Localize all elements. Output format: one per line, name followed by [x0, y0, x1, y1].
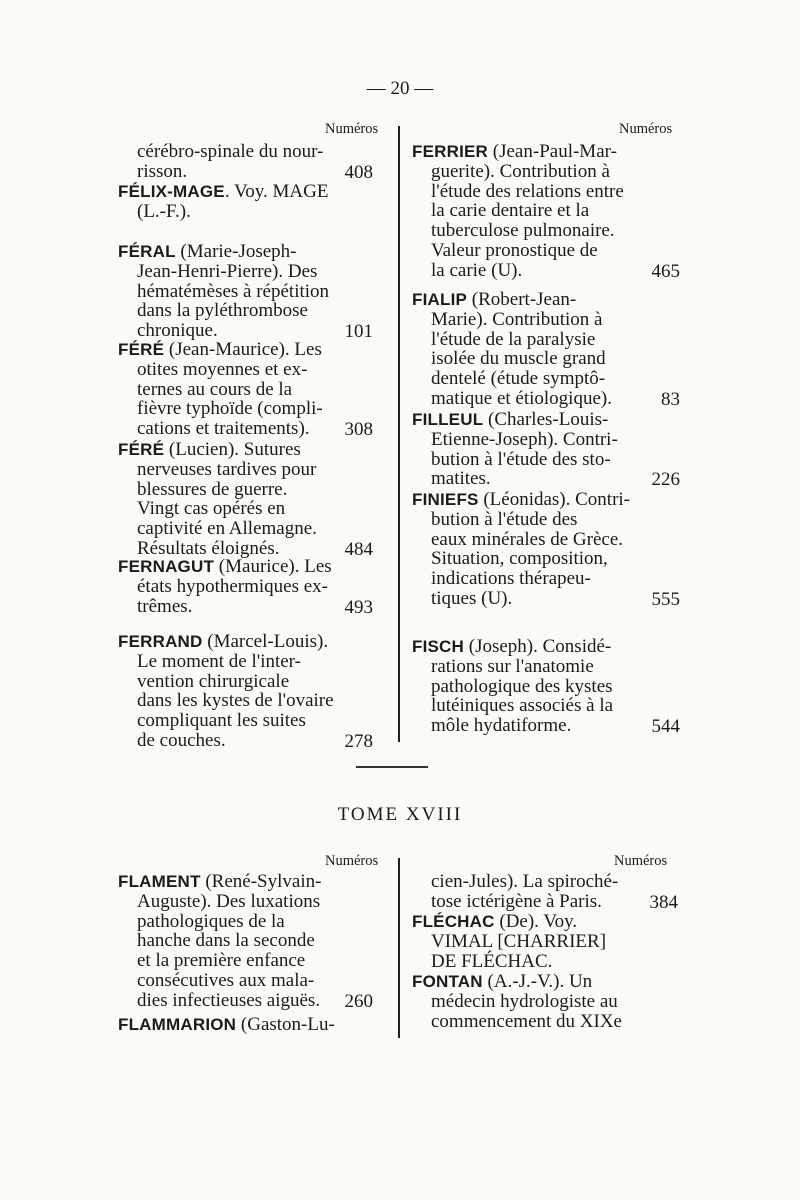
- numeros-heading-top-right: Numéros: [619, 121, 673, 137]
- entry-line: la carie (U).: [431, 259, 523, 281]
- entry-line: VIMAL [CHARRIER]: [431, 930, 607, 952]
- entry-text: (A.-J.-V.). Un: [482, 971, 593, 992]
- entry-line: [118, 872, 321, 892]
- entry-line: dies infectieuses aiguës.: [137, 989, 321, 1011]
- index-entry: [412, 290, 612, 409]
- entry-line: indications thérapeu-: [431, 568, 591, 590]
- author-surname: FLÉCHAC: [412, 912, 495, 931]
- entry-line: [118, 1015, 335, 1035]
- entry-line: tuberculose pulmonaire.: [431, 220, 615, 242]
- entry-text: (Charles-Louis-: [483, 409, 609, 430]
- entry-line: lutéiniques associés à la: [431, 695, 614, 717]
- entry-text: (Maurice). Les: [214, 556, 332, 577]
- numeros-heading-top-left: Numéros: [325, 121, 379, 137]
- index-entry: [412, 490, 630, 609]
- entry-line: vention chirurgicale: [137, 670, 290, 692]
- entry-line: états hypothermiques ex-: [137, 575, 329, 597]
- entry-line: Jean-Henri-Pierre). Des: [137, 260, 318, 282]
- entry-line: bution à l'étude des sto-: [431, 448, 611, 470]
- entry-line: nerveuses tardives pour: [137, 458, 317, 480]
- entry-text: . Voy. MAGE: [224, 181, 329, 202]
- entry-line: fièvre typhoïde (compli-: [137, 398, 323, 420]
- index-entry: [118, 340, 323, 439]
- author-surname: FLAMMARION: [118, 1015, 237, 1034]
- entry-line: de couches.: [137, 729, 226, 751]
- entry-line: et la première enfance: [137, 950, 306, 972]
- entry-text: (Marcel-Louis).: [202, 631, 329, 652]
- entry-line: pathologique des kystes: [431, 675, 613, 697]
- index-entry: [412, 142, 624, 281]
- index-entry: [118, 142, 323, 182]
- entry-line: l'étude des relations entre: [431, 180, 624, 202]
- entry-line: môle hydatiforme.: [431, 715, 572, 737]
- author-surname: FILLEUL: [412, 410, 484, 429]
- page-folio: — 20 —: [366, 78, 434, 99]
- entry-text: (Gaston-Lu-: [236, 1014, 335, 1035]
- entry-line: hanche dans la seconde: [137, 930, 315, 952]
- entry-text: (Lucien). Sutures: [164, 439, 301, 460]
- entry-line: [118, 182, 328, 202]
- index-entry: [412, 912, 606, 971]
- entry-line: commencement du XIXe: [431, 1010, 622, 1032]
- entry-line: Résultats éloignés.: [137, 537, 280, 559]
- entry-line: la carie dentaire et la: [431, 200, 590, 222]
- entry-line: l'étude de la paralysie: [431, 328, 596, 350]
- author-surname: FLAMENT: [118, 872, 201, 891]
- entry-line: captivité en Allemagne.: [137, 518, 317, 540]
- entry-text: (Jean-Paul-Mar-: [488, 141, 617, 162]
- entry-line: [412, 972, 622, 992]
- entry-line: cérébro-spinale du nour-: [137, 141, 324, 162]
- entry-line: ternes au cours de la: [137, 378, 293, 400]
- author-surname: FÉRAL: [118, 242, 176, 261]
- column-divider-top: [398, 126, 400, 742]
- entry-line: Situation, composition,: [431, 548, 608, 570]
- entry-line: pathologiques de la: [137, 910, 285, 932]
- thesis-number: 484: [344, 539, 373, 560]
- entry-line: dans les kystes de l'ovaire: [137, 690, 334, 712]
- author-surname: FIALIP: [412, 290, 468, 309]
- thesis-number: 555: [651, 589, 680, 610]
- entry-text: (De). Voy.: [494, 911, 578, 932]
- entry-text: (Marie-Joseph-: [175, 241, 297, 262]
- tome-heading: TOME XVIII: [337, 804, 463, 825]
- entry-line: hématémèses à répétition: [137, 280, 330, 302]
- entry-line: [412, 290, 612, 310]
- entry-line: consécutives aux mala-: [137, 969, 315, 991]
- index-entry: [412, 410, 618, 489]
- thesis-number: 308: [344, 419, 373, 441]
- entry-text: (René-Sylvain-: [200, 871, 322, 892]
- numeros-heading-bottom-left: Numéros: [325, 853, 379, 869]
- entry-line: [412, 410, 618, 430]
- thesis-number: 408: [344, 161, 373, 183]
- entry-line: cations et traitements).: [137, 418, 310, 440]
- author-surname: FERRAND: [118, 632, 203, 651]
- entry-line: Vingt cas opérés en: [137, 498, 286, 520]
- author-surname: FERNAGUT: [118, 557, 215, 576]
- index-entry: [412, 872, 618, 912]
- thesis-number: 384: [649, 891, 678, 913]
- author-surname: FINIEFS: [412, 490, 479, 509]
- thesis-number: 465: [651, 260, 680, 282]
- entry-line: [412, 142, 624, 162]
- entry-line: otites moyennes et ex-: [137, 358, 308, 380]
- entry-line: DE FLÉCHAC.: [431, 950, 553, 972]
- entry-line: Le moment de l'inter-: [137, 650, 301, 672]
- thesis-number: 226: [651, 469, 680, 491]
- entry-text: (Jean-Maurice). Les: [164, 339, 322, 360]
- entry-line: isolée du muscle grand: [431, 348, 606, 370]
- entry-line: médecin hydrologiste au: [431, 990, 618, 1012]
- entry-text: (Robert-Jean-: [467, 289, 577, 310]
- author-surname: FÉRÉ: [118, 340, 165, 359]
- thesis-number: 278: [344, 731, 373, 752]
- entry-line: blessures de guerre.: [137, 478, 288, 500]
- thesis-number: 83: [661, 389, 680, 410]
- section-separator: [356, 766, 428, 768]
- index-entry: [118, 1015, 335, 1035]
- entry-line: [118, 242, 329, 262]
- thesis-number: 260: [344, 990, 373, 1012]
- entry-line: [118, 340, 323, 360]
- index-entry: [118, 242, 329, 341]
- thesis-number: 544: [651, 716, 680, 738]
- entry-line: trêmes.: [137, 595, 193, 617]
- author-surname: FÉRÉ: [118, 440, 165, 459]
- entry-line: [118, 557, 332, 577]
- index-entry: [118, 872, 321, 1011]
- entry-line: guerite). Contribution à: [431, 160, 610, 182]
- entry-text: (Léonidas). Contri-: [478, 489, 631, 510]
- entry-line: Auguste). Des luxations: [137, 890, 321, 912]
- entry-line: [412, 490, 630, 510]
- entry-line: dentelé (étude symptô-: [431, 368, 606, 390]
- entry-line: (L.-F.).: [137, 200, 191, 222]
- entry-line: [412, 637, 613, 657]
- entry-line: [412, 912, 606, 932]
- entry-line: cien-Jules). La spiroché-: [431, 871, 619, 892]
- author-surname: FISCH: [412, 637, 464, 656]
- entry-line: compliquant les suites: [137, 710, 306, 732]
- index-entry: [118, 557, 332, 616]
- entry-line: [118, 440, 317, 460]
- index-entry: [412, 637, 613, 736]
- entry-line: Valeur pronostique de: [431, 239, 598, 261]
- index-entry: [412, 972, 622, 1031]
- index-entry: [118, 632, 334, 751]
- thesis-number: 493: [344, 596, 373, 618]
- thesis-number: 101: [344, 321, 373, 343]
- entry-line: Marie). Contribution à: [431, 308, 603, 330]
- entry-line: eaux minérales de Grèce.: [431, 528, 624, 550]
- index-entry: [118, 182, 328, 222]
- entry-line: rations sur l'anatomie: [431, 655, 594, 677]
- numeros-heading-bottom-right: Numéros: [614, 853, 668, 869]
- entry-line: chronique.: [137, 320, 218, 342]
- entry-line: Etienne-Joseph). Contri-: [431, 428, 618, 450]
- entry-text: (Joseph). Considé-: [464, 636, 612, 657]
- entry-line: dans la pyléthrombose: [137, 300, 308, 322]
- entry-line: [118, 632, 334, 652]
- entry-line: tiques (U).: [431, 587, 513, 609]
- column-divider-bottom: [398, 858, 400, 1038]
- index-entry: [118, 440, 317, 559]
- author-surname: FONTAN: [412, 972, 483, 991]
- entry-line: matites.: [431, 468, 491, 490]
- entry-line: bution à l'étude des: [431, 508, 578, 530]
- author-surname: FERRIER: [412, 142, 489, 161]
- entry-line: risson.: [137, 160, 188, 182]
- entry-line: matique et étiologique).: [431, 387, 612, 409]
- author-surname: FÉLIX-MAGE: [118, 182, 225, 201]
- entry-line: tose ictérigène à Paris.: [431, 890, 602, 912]
